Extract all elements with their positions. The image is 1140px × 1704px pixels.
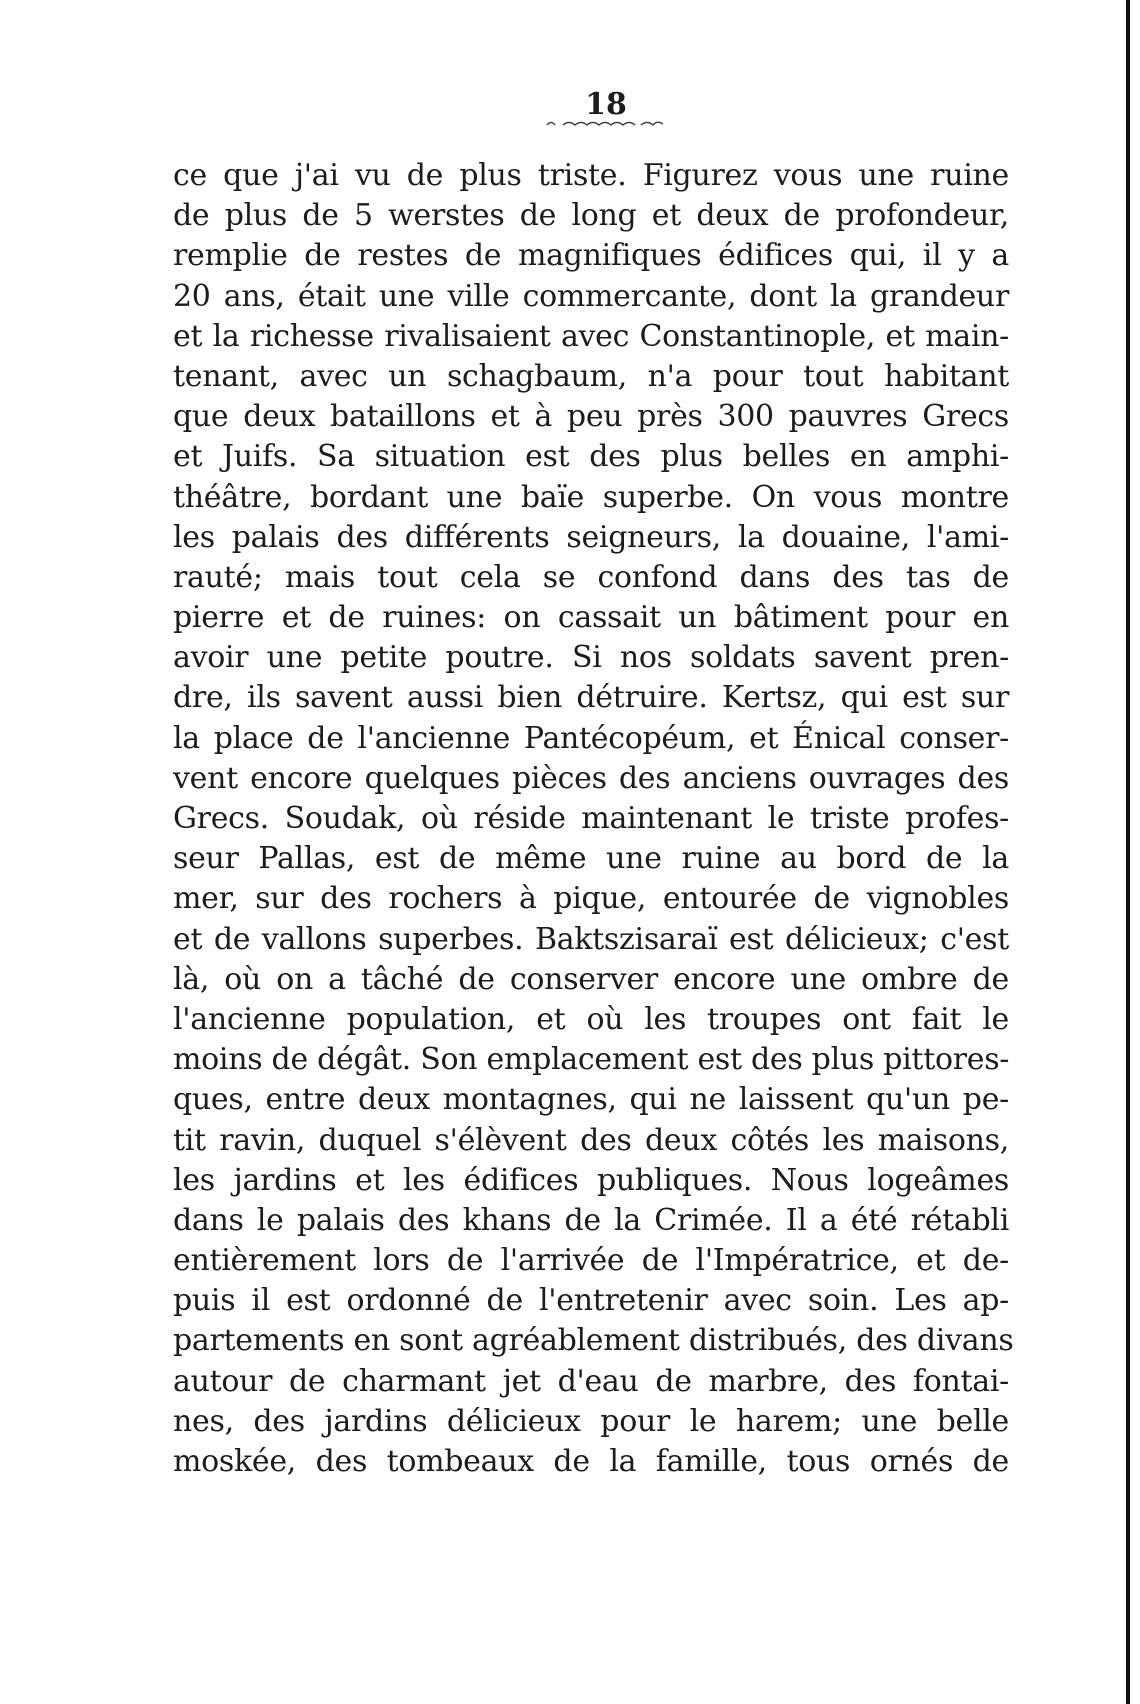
text-line: entièrement lors de l'arrivée de l'Impératrice, et de- bbox=[173, 1243, 1009, 1279]
text-line: les palais des différents seigneurs, la douaine, l'ami- bbox=[173, 519, 1009, 555]
text-line: rauté; mais tout cela se confond dans des tas de bbox=[173, 559, 1009, 595]
text-line: puis il est ordonné de l'entretenir avec soin. Les ap- bbox=[173, 1283, 1009, 1319]
text-line: avoir une petite poutre. Si nos soldats savent pren- bbox=[173, 640, 1009, 676]
text-line: 20 ans, était une ville commercante, dont la grandeur bbox=[173, 278, 1009, 314]
text-line: tenant, avec un schagbaum, n'a pour tout habitant bbox=[173, 358, 1009, 394]
text-line: partements en sont agréablement distribués, des divans bbox=[173, 1323, 1014, 1359]
text-line: mer, sur des rochers à pique, entourée de vignobles bbox=[173, 881, 1009, 917]
text-line: et de vallons superbes. Baktszisaraï est délicieux; c'est bbox=[173, 921, 1009, 957]
page-number: 18 bbox=[585, 87, 627, 122]
text-line: de plus de 5 werstes de long et deux de profondeur, bbox=[173, 198, 1009, 234]
text-line: dans le palais des khans de la Crimée. Il a été rétabli bbox=[173, 1202, 1009, 1238]
text-line: moins de dégât. Son emplacement est des plus pittores- bbox=[173, 1042, 1010, 1078]
text-line: vent encore quelques pièces des anciens ouvrages des bbox=[173, 760, 1009, 796]
text-line: l'ancienne population, et où les troupes ont fait le bbox=[173, 1001, 1009, 1037]
text-line: les jardins et les édifices publiques. Nous logeâmes bbox=[173, 1162, 1009, 1198]
text-line: ques, entre deux montagnes, qui ne laissent qu'un pe- bbox=[173, 1082, 1009, 1118]
text-line: nes, des jardins délicieux pour le harem; une belle bbox=[173, 1403, 1009, 1439]
text-line: et Juifs. Sa situation est des plus belles en amphi- bbox=[173, 439, 1009, 475]
text-line: là, où on a tâché de conserver encore une ombre de bbox=[173, 961, 1009, 997]
text-line: que deux bataillons et à peu près 300 pauvres Grecs bbox=[173, 399, 1009, 435]
text-line: théâtre, bordant une baïe superbe. On vous montre bbox=[173, 479, 1009, 515]
text-line: moskée, des tombeaux de la famille, tous ornés de bbox=[173, 1444, 1009, 1479]
text-line: Grecs. Soudak, où réside maintenant le triste profes- bbox=[173, 801, 1009, 836]
text-line: remplie de restes de magnifiques édifices qui, il y a bbox=[173, 238, 1009, 274]
text-line: pierre et de ruines: on cassait un bâtiment pour en bbox=[173, 600, 1009, 636]
text-line: ce que j'ai vu de plus triste. Figurez vous une ruine bbox=[173, 158, 1009, 193]
text-line: autour de charmant jet d'eau de marbre, des fontai- bbox=[173, 1363, 1009, 1399]
page-number-ornament bbox=[545, 118, 665, 128]
body-text bbox=[173, 156, 1014, 1482]
text-line: seur Pallas, est de même une ruine au bord de la bbox=[173, 841, 1009, 877]
page-edge-border bbox=[1126, 0, 1130, 1704]
text-line: et la richesse rivalisaient avec Constantinople, et main- bbox=[173, 318, 1009, 354]
text-line: tit ravin, duquel s'élèvent des deux côtés les maisons, bbox=[173, 1122, 1009, 1158]
text-line: la place de l'ancienne Pantécopéum, et Énical conser- bbox=[173, 720, 1009, 756]
text-line: dre, ils savent aussi bien détruire. Kertsz, qui est sur bbox=[173, 680, 1009, 716]
